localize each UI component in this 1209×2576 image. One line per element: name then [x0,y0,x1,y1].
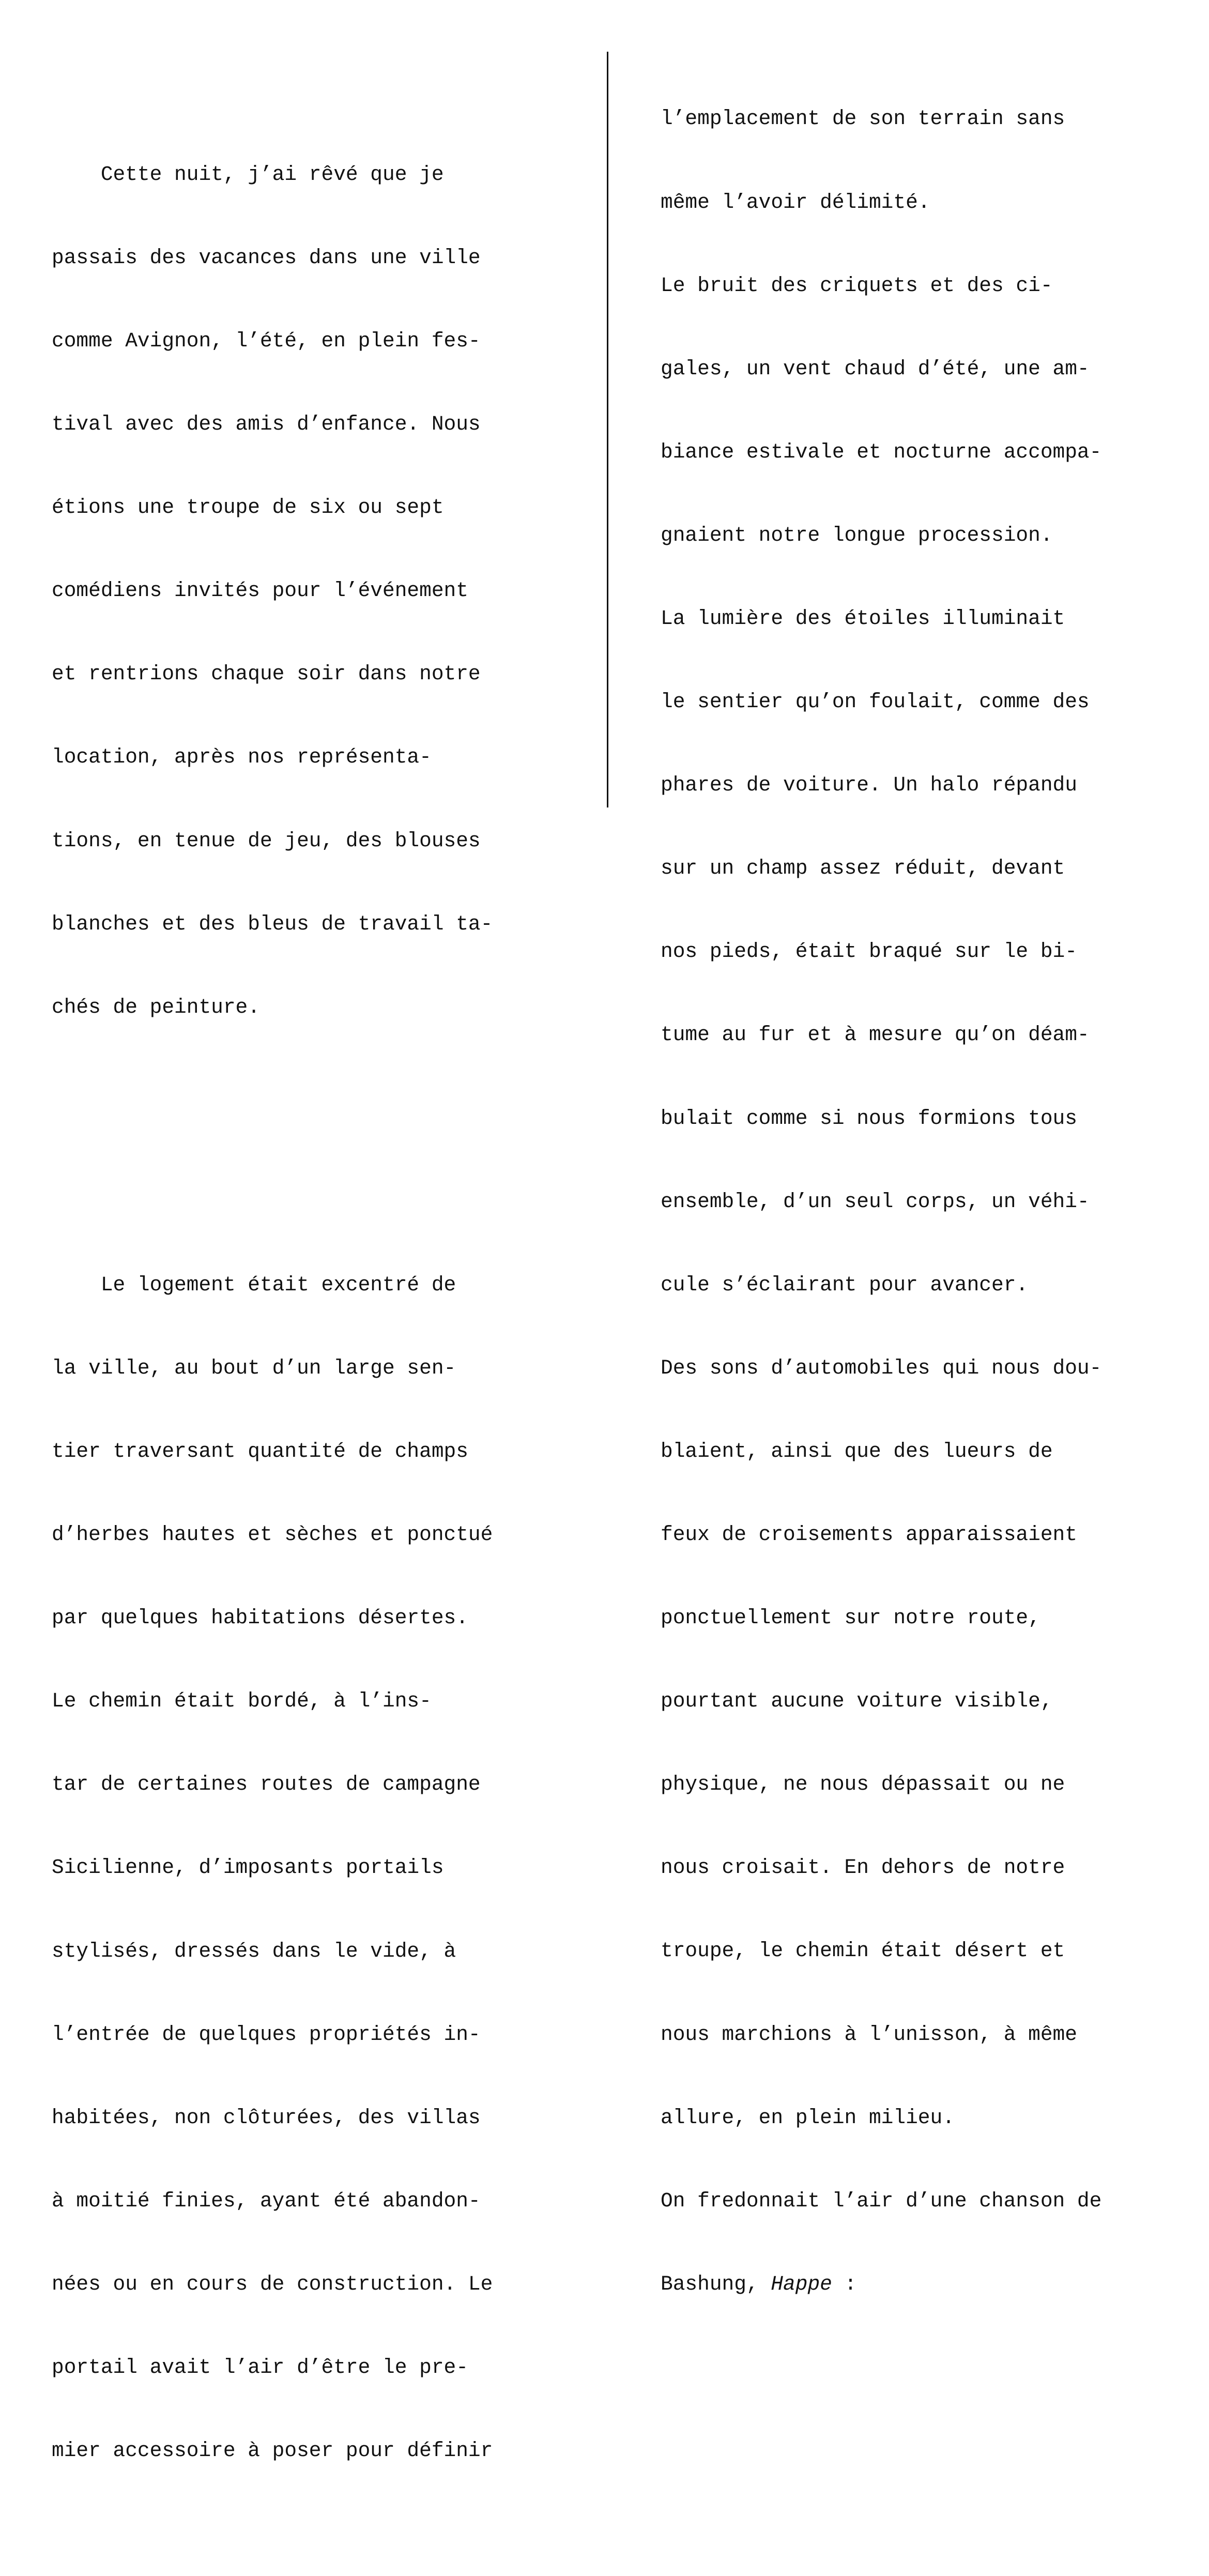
text-line: tume au fur et à mesure qu’on déam- [661,1023,1090,1047]
paragraph-2 [52,1215,589,2520]
text-line: physique, ne nous dépassait ou ne [661,1773,1065,1796]
text-line: tival avec des amis d’enfance. Nous [52,413,481,436]
text-line: l’emplacement de son terrain sans [661,107,1065,131]
text-line: le sentier qu’on foulait, comme des [661,690,1090,714]
text-line: feux de croisements apparaissaient [661,1523,1077,1546]
text-line: troupe, le chemin était désert et [661,1939,1065,1963]
text-line: comme Avignon, l’été, en plein fes- [52,329,481,353]
text-line: stylisés, dressés dans le vide, à [52,1939,456,1963]
text-line: allure, en plein milieu. [661,2106,955,2129]
text-line: cule s’éclairant pour avancer. [661,1273,1029,1297]
text-line: à moitié finies, ayant été abandon- [52,2189,481,2213]
left-page-text [52,50,589,2576]
text-line: La lumière des étoiles illuminait [661,606,1065,630]
text-line: gales, un vent chaud d’été, une am- [661,357,1090,380]
column-divider [607,52,608,807]
text-line: tar de certaines routes de campagne [52,1773,481,1796]
text-line: étions une troupe de six ou sept [52,496,444,520]
paragraph-gap [52,1132,589,1160]
text-line: mier accessoire à poser pour définir [52,2439,493,2463]
text-line: On fredonnait l’air d’une chanson de [661,2189,1102,2213]
final-line-suffix: : [832,2272,857,2296]
text-line: d’herbes hautes et sèches et ponctué [52,1523,493,1547]
text-line: même l’avoir délimité. [661,190,930,214]
text-line: Le logement était excentré de [52,1273,456,1297]
text-line: chés de peinture. [52,995,260,1019]
text-line: blaient, ainsi que des lueurs de [661,1439,1053,1463]
text-line: Le bruit des criquets et des ci- [661,273,1053,297]
text-line: nous croisait. En dehors de notre [661,1856,1065,1880]
text-line: phares de voiture. Un halo répandu [661,773,1077,797]
text-line: gnaient notre longue procession. [661,523,1053,547]
song-title: Happe [771,2272,832,2296]
text-line: Sicilienne, d’imposants portails [52,1856,444,1880]
text-line: biance estivale et nocturne accompa- [661,440,1102,464]
text-line-final [661,2270,1198,2298]
text-line: habitées, non clôturées, des villas [52,2106,481,2129]
text-line: sur un champ assez réduit, devant [661,857,1065,880]
text-line: comédiens invités pour l’événement [52,579,468,603]
text-line: nous marchions à l’unisson, à même [661,2022,1077,2046]
text-line: nos pieds, était braqué sur le bi- [661,940,1077,964]
text-line: tions, en tenue de jeu, des blouses [52,829,481,852]
final-line-prefix: Bashung, [661,2272,771,2296]
text-line: blanches et des bleus de travail ta- [52,912,493,936]
text-line: nées ou en cours de construction. Le [52,2272,493,2296]
text-line: pourtant aucune voiture visible, [661,1689,1053,1713]
text-line: location, après nos représenta- [52,745,432,769]
text-line: ensemble, d’un seul corps, un véhi- [661,1190,1090,1213]
text-line: bulait comme si nous formions tous [661,1106,1077,1130]
text-line: Cette nuit, j’ai rêvé que je [52,162,444,186]
text-line: l’entrée de quelques propriétés in- [52,2022,481,2046]
text-line: et rentrions chaque soir dans notre [52,662,481,686]
right-page-text [661,50,1198,2354]
text-line: Des sons d’automobiles qui nous dou- [661,1356,1102,1380]
text-line: portail avait l’air d’être le pre- [52,2355,468,2379]
text-line: la ville, au bout d’un large sen- [52,1356,456,1380]
text-line: tier traversant quantité de champs [52,1439,468,1463]
text-line: ponctuellement sur notre route, [661,1606,1040,1630]
text-line: Le chemin était bordé, à l’ins- [52,1689,432,1713]
text-line: passais des vacances dans une ville [52,246,481,269]
paragraph-1 [52,105,589,1076]
text-line: par quelques habitations désertes. [52,1606,468,1630]
